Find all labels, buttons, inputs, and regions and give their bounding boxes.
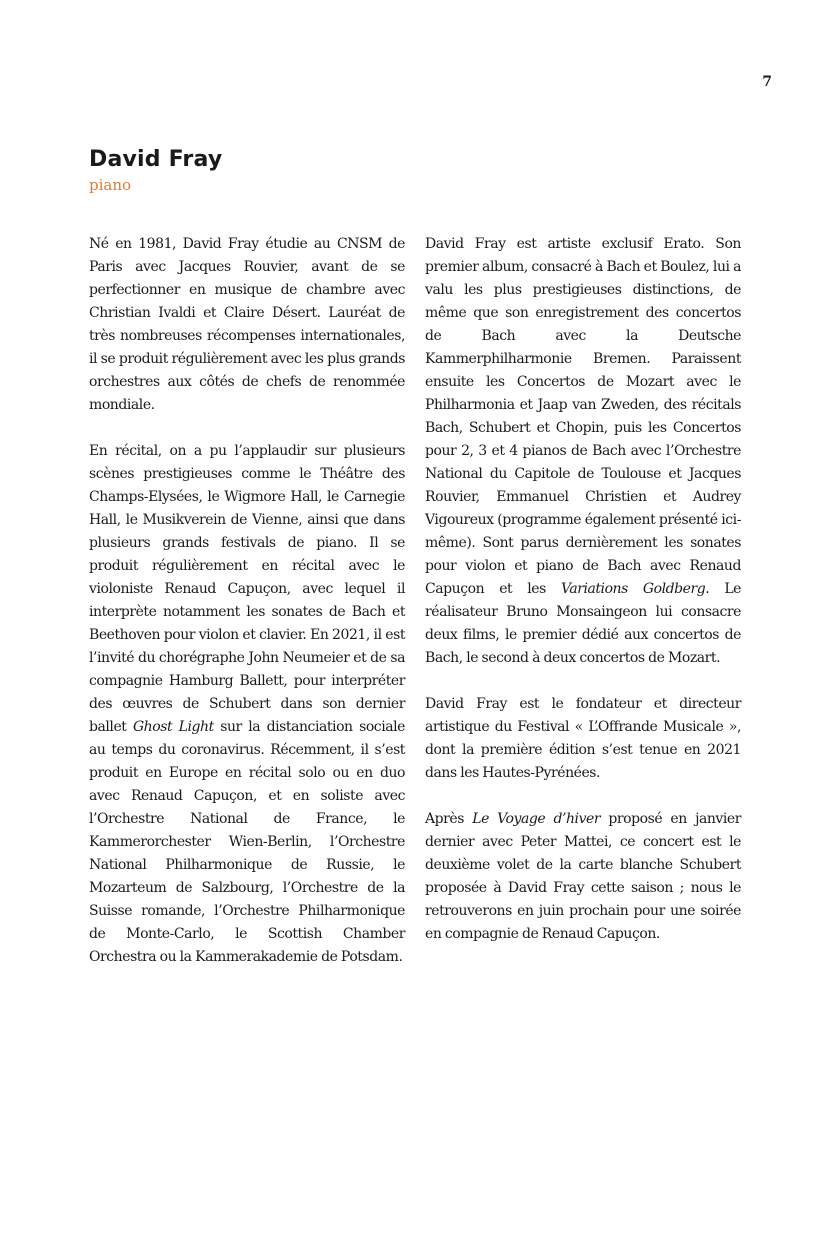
paragraph — [89, 440, 405, 969]
paragraph-text: . Le réalisateur Bruno Monsaingeon lui consacre deux films, le premier dédié aux concertos de Bach, le second à deux concertos de Mozart. — [425, 581, 741, 666]
ballet-title: Ghost Light — [132, 719, 214, 735]
left-column — [89, 233, 405, 969]
paragraph-text: David Fray est artiste exclusif Erato. Son premier album, consacré à Bach et Boulez, lui a valu les plus prestigieuses distinctions, de même que son enregistrement des concertos de Bach avec la Deutsche Kammerphilharmonie Bremen. Paraissent ensuite les Concertos de Mozart avec le Philharmonia et Jaap van Zweden, des récitals Bach, Schubert et Chopin, puis les Concertos pour 2, 3 et 4 pianos de Bach avec l’Orchestre National du Capitole de Toulouse et Jacques Rouvier, Emmanuel Christien et Audrey Vigoureux (programme également présenté ici-même). Sont parus dernièrement les sonates pour violon et piano de Bach avec Renaud Capuçon et les — [425, 236, 741, 597]
album-title: Variations Goldberg — [560, 581, 706, 597]
right-column — [425, 233, 741, 946]
paragraph — [89, 233, 405, 417]
paragraph-text: Après — [425, 811, 473, 827]
page-title: David Fray — [89, 147, 223, 172]
page-number: 7 — [762, 74, 772, 90]
paragraph-text: David Fray est le fondateur et directeur artistique du Festival « L’Offrande Musicale », dont la première édition s’est tenue en 2021 dans les Hautes-Pyrénées. — [425, 696, 741, 781]
paragraph-text: En récital, on a pu l’applaudir sur plusieurs scènes prestigieuses comme le Théâtre des Champs-Elysées, le Wigmore Hall, le Carnegie Hall, le Musikverein de Vienne, ainsi que dans plusieurs grands festivals de piano. Il se produit régulièrement en récital avec le violoniste Renaud Capuçon, avec lequel il interprète notamment les sonates de Bach et Beethoven pour violon et clavier. En 2021, il est l’invité du chorégraphe John Neumeier et de sa compagnie Hamburg Ballett, pour interpréter des œuvres de Schubert dans son dernier ballet — [89, 443, 405, 735]
paragraph — [425, 808, 741, 946]
paragraph — [425, 693, 741, 785]
page-subtitle: piano — [89, 176, 132, 194]
work-title: Le Voyage d’hiver — [472, 811, 601, 827]
paragraph-text: Né en 1981, David Fray étudie au CNSM de Paris avec Jacques Rouvier, avant de se perfectionner en musique de chambre avec Christian Ivaldi et Claire Désert. Lauréat de très nombreuses récompenses internationales, il se produit régulièrement avec les plus grands orchestres aux côtés de chefs de renommée mondiale. — [89, 236, 405, 413]
paragraph-text: sur la distanciation sociale au temps du coronavirus. Récemment, il s’est produit en Europe en récital solo ou en duo avec Renaud Capuçon, et en soliste avec l’Orchestre National de France, le Kammerorchester Wien-Berlin, l’Orchestre National Philharmonique de Russie, le Mozarteum de Salzbourg, l’Orchestre de la Suisse romande, l’Orchestre Philharmonique de Monte-Carlo, le Scottish Chamber Orchestra ou la Kammerakademie de Potsdam. — [89, 719, 405, 965]
paragraph-text: proposé en janvier dernier avec Peter Mattei, ce concert est le deuxième volet de la carte blanche Schubert proposée à David Fray cette saison ; nous le retrouverons en juin prochain pour une soirée en compagnie de Renaud Capuçon. — [425, 811, 741, 942]
paragraph — [425, 233, 741, 670]
